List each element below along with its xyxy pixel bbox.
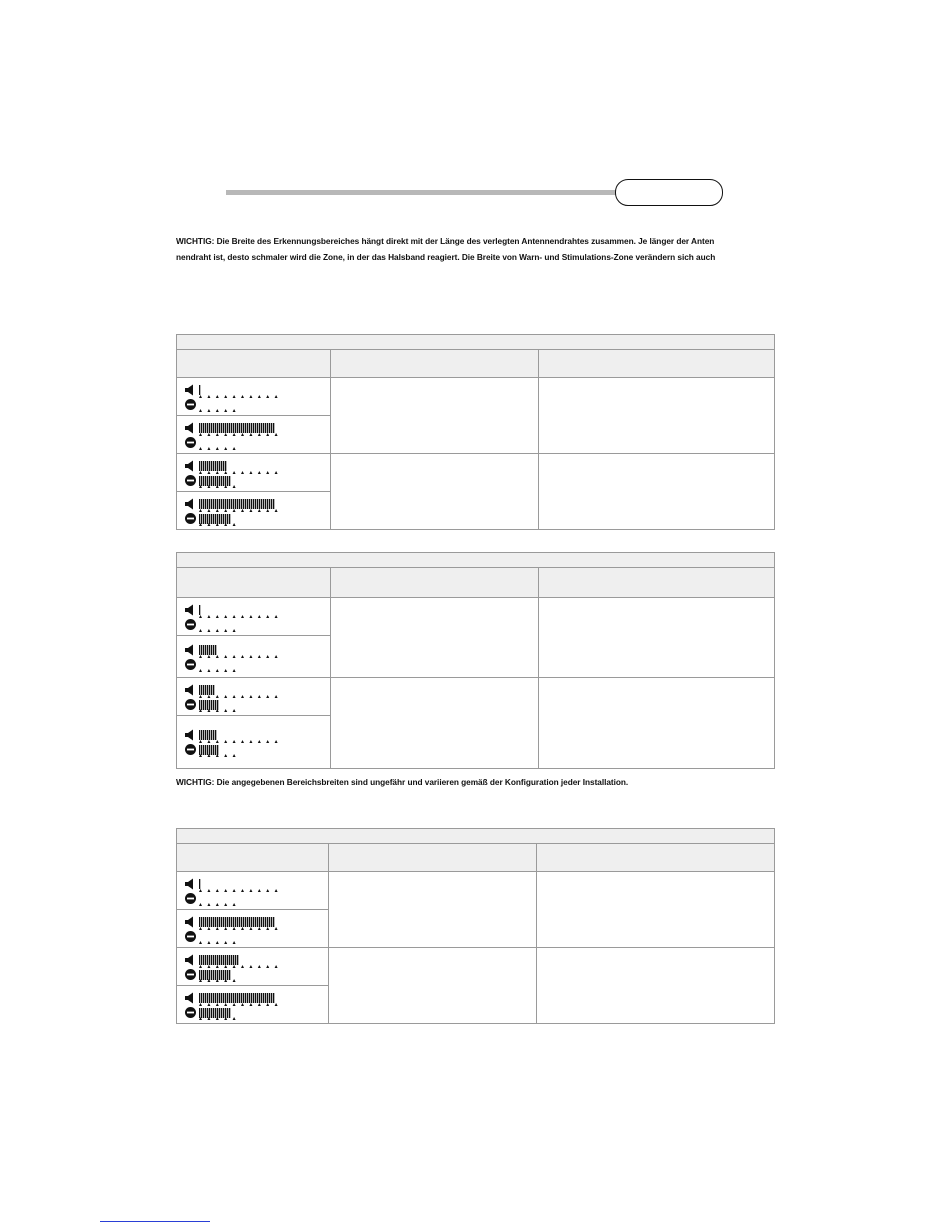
warning-scale-ticks — [199, 964, 279, 969]
stimulation-scale-ticks — [199, 484, 279, 489]
range-table-3 — [176, 828, 775, 1024]
stop-icon — [185, 699, 196, 710]
description-cell — [539, 454, 775, 530]
speaker-icon — [184, 916, 196, 928]
description-cell — [331, 454, 539, 530]
stop-icon — [185, 659, 196, 670]
speaker-icon — [184, 954, 196, 966]
warning-scale-ticks — [199, 654, 279, 659]
table-caption — [177, 335, 775, 350]
speaker-icon — [184, 992, 196, 1004]
warning-scale-ticks — [199, 926, 279, 931]
description-cell — [539, 378, 775, 454]
description-cell — [331, 598, 539, 678]
speaker-icon — [184, 460, 196, 472]
speaker-icon — [184, 878, 196, 890]
warning-scale-ticks — [199, 394, 279, 399]
speaker-icon — [184, 384, 196, 396]
column-header — [177, 844, 329, 872]
stimulation-scale-ticks — [199, 940, 279, 945]
stimulation-scale-ticks — [199, 408, 279, 413]
display-cell — [177, 378, 331, 416]
description-cell — [331, 678, 539, 769]
column-header — [329, 844, 537, 872]
stop-icon — [185, 437, 196, 448]
description-cell — [329, 872, 537, 948]
stop-icon — [185, 399, 196, 410]
range-indicator — [184, 876, 284, 906]
note-top-line2: nendraht ist, desto schmaler wird die Zone, in der das Halsband reagiert. Die Breite von Warn- und Stimulations-Zone verändern sich auch — [176, 252, 716, 262]
display-cell — [177, 948, 329, 986]
column-header — [331, 350, 539, 378]
stop-icon — [185, 969, 196, 980]
note-important-ranges: WICHTIG: Die angegebenen Bereichsbreiten sind ungefähr und variieren gemäß der Konfiguration jeder Installation. — [176, 777, 629, 787]
range-indicator — [184, 602, 284, 632]
table-caption — [177, 829, 775, 844]
description-cell — [539, 598, 775, 678]
description-cell — [331, 378, 539, 454]
speaker-icon — [184, 684, 196, 696]
range-indicator — [184, 496, 284, 526]
stop-icon — [185, 513, 196, 524]
stimulation-scale-ticks — [199, 1016, 279, 1021]
stimulation-scale-ticks — [199, 628, 279, 633]
description-cell — [537, 948, 775, 1024]
stimulation-scale-ticks — [199, 753, 279, 758]
speaker-icon — [184, 729, 196, 741]
display-cell — [177, 598, 331, 636]
display-cell — [177, 986, 329, 1024]
description-cell — [539, 678, 775, 769]
range-indicator — [184, 642, 284, 672]
description-cell — [329, 948, 537, 1024]
column-header — [539, 350, 775, 378]
description-cell — [537, 872, 775, 948]
note-top-line1: WICHTIG: Die Breite des Erkennungsbereiches hängt direkt mit der Länge des verlegten Antennendrahtes zusammen. Je länger der Anten — [176, 236, 715, 246]
footer-link-line[interactable] — [100, 1221, 210, 1222]
column-header — [539, 568, 775, 598]
range-indicator — [184, 682, 284, 712]
display-cell — [177, 492, 331, 530]
column-header — [177, 350, 331, 378]
range-indicator — [184, 727, 284, 757]
display-cell — [177, 454, 331, 492]
range-table-2 — [176, 552, 775, 769]
display-cell — [177, 910, 329, 948]
stop-icon — [185, 475, 196, 486]
speaker-icon — [184, 644, 196, 656]
warning-scale-ticks — [199, 470, 279, 475]
stop-icon — [185, 744, 196, 755]
warning-scale-ticks — [199, 888, 279, 893]
warning-scale-ticks — [199, 432, 279, 437]
stimulation-scale-ticks — [199, 668, 279, 673]
column-header — [537, 844, 775, 872]
stop-icon — [185, 893, 196, 904]
note-important-top — [176, 233, 776, 265]
header-rule — [226, 190, 620, 195]
range-indicator — [184, 990, 284, 1020]
warning-scale-ticks — [199, 739, 279, 744]
header-pill — [615, 179, 723, 206]
column-header — [331, 568, 539, 598]
stop-icon — [185, 931, 196, 942]
stimulation-scale-ticks — [199, 978, 279, 983]
stimulation-scale-ticks — [199, 446, 279, 451]
stimulation-scale-ticks — [199, 708, 279, 713]
stimulation-scale-ticks — [199, 522, 279, 527]
range-indicator — [184, 382, 284, 412]
stop-icon — [185, 1007, 196, 1018]
stimulation-scale-ticks — [199, 902, 279, 907]
column-header — [177, 568, 331, 598]
display-cell — [177, 416, 331, 454]
speaker-icon — [184, 498, 196, 510]
range-indicator — [184, 458, 284, 488]
display-cell — [177, 872, 329, 910]
warning-scale-ticks — [199, 1002, 279, 1007]
stop-icon — [185, 619, 196, 630]
display-cell — [177, 678, 331, 716]
display-cell — [177, 716, 331, 769]
range-indicator — [184, 952, 284, 982]
warning-scale-ticks — [199, 508, 279, 513]
table-caption — [177, 553, 775, 568]
display-cell — [177, 636, 331, 678]
speaker-icon — [184, 604, 196, 616]
warning-scale-ticks — [199, 614, 279, 619]
speaker-icon — [184, 422, 196, 434]
range-indicator — [184, 420, 284, 450]
warning-scale-ticks — [199, 694, 279, 699]
range-table-1 — [176, 334, 775, 530]
range-indicator — [184, 914, 284, 944]
